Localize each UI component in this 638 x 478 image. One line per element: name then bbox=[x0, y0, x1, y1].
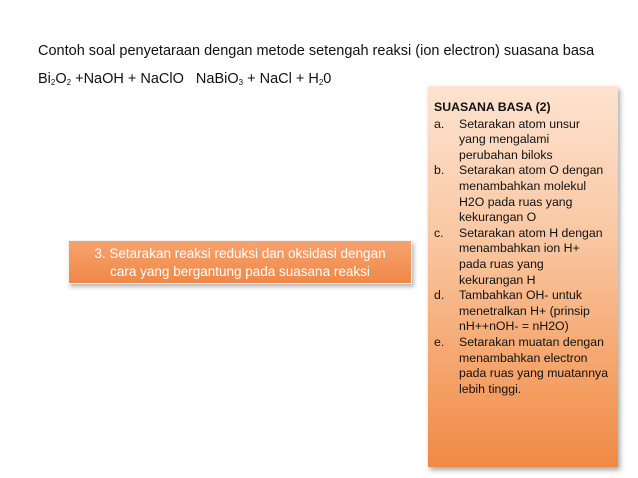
list-item-text: Tambahkan OH- untuk menetralkan H+ (prinsip nH++nOH- = nH2O) bbox=[459, 288, 590, 334]
list-marker: c. bbox=[434, 225, 444, 240]
list-marker: a. bbox=[434, 116, 445, 131]
eq-o: O bbox=[55, 71, 67, 87]
list-item bbox=[434, 117, 610, 164]
step-3-box bbox=[68, 240, 412, 284]
eq-sub-bi: 2 bbox=[50, 78, 56, 87]
list-item bbox=[434, 288, 610, 335]
chemical-equation bbox=[38, 71, 331, 87]
list-marker: e. bbox=[434, 334, 445, 349]
panel-title: SUASANA BASA (2) bbox=[434, 100, 551, 114]
slide-title: Contoh soal penyetaraan dengan metode setengah reaksi (ion electron) suasana basa bbox=[38, 43, 595, 59]
list-marker: d. bbox=[434, 288, 445, 303]
eq-sub-nabio: 3 bbox=[238, 78, 244, 87]
eq-sub-h: 2 bbox=[318, 78, 324, 87]
list-marker: b. bbox=[434, 163, 445, 178]
list-item-text: Setarakan atom O dengan menambahkan molekul H2O pada ruas yang kekurangan O bbox=[459, 163, 604, 225]
eq-bi: Bi bbox=[38, 71, 51, 87]
list-item bbox=[434, 226, 610, 288]
step-3-line-1: 3. Setarakan reaksi reduksi dan oksidasi dengan bbox=[94, 246, 386, 261]
list-item-text: Setarakan atom H dengan menambahkan ion H+ pada ruas yang kekurangan H bbox=[459, 225, 603, 287]
steps-list bbox=[434, 117, 610, 398]
eq-sub-o: 2 bbox=[66, 78, 72, 87]
list-item-text: Setarakan atom unsur yang mengalami perubahan biloks bbox=[459, 116, 580, 162]
list-item bbox=[434, 163, 610, 225]
step-3-line-2: cara yang bergantung pada suasana reaksi bbox=[110, 264, 370, 279]
eq-product-end: 0 bbox=[323, 71, 332, 87]
list-item-text: Setarakan muatan dengan menambahkan electron pada ruas yang muatannya lebih tinggi. bbox=[459, 334, 609, 396]
suasana-basa-panel bbox=[428, 86, 618, 467]
eq-nabio: NaBiO bbox=[195, 71, 239, 87]
list-item bbox=[434, 335, 610, 397]
eq-reactant-rest: +NaOH + NaClO bbox=[71, 71, 184, 87]
eq-product-mid: + NaCl + H bbox=[243, 71, 319, 87]
